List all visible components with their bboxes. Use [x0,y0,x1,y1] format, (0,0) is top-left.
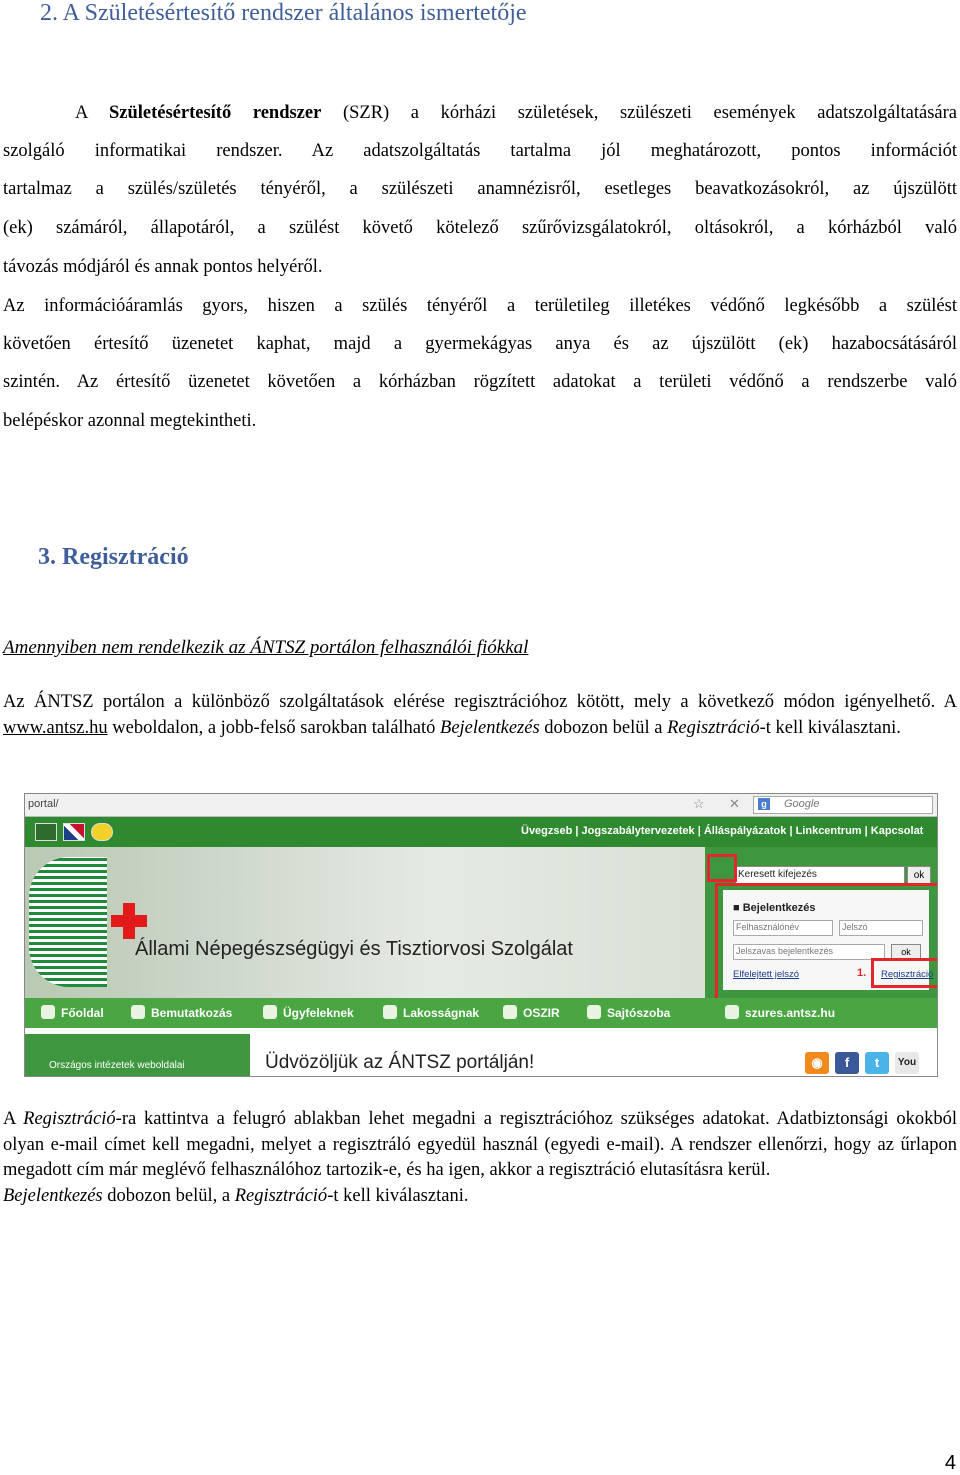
nav-bemutatkozas[interactable]: Bemutatkozás [151,1006,233,1020]
p1-line2: szolgáló informatikai rendszer. Az adatszolgáltatás tartalma jól meghatározott, pontos információt [3,141,957,161]
nav-ugyfeleknek[interactable]: Ügyfeleknek [283,1006,354,1020]
left-column [25,1034,250,1076]
welcome-title: Üdvözöljük az ÁNTSZ portálján! [265,1052,535,1073]
p3: Az ÁNTSZ portálon a különböző szolgáltatások elérése regisztrációhoz kötött, mely a következő módon igényelhető. A www.antsz.hu weboldalon, a jobb-felső sarokban található Bejelentkezés dobozon belül a Regisztráció-t kell kiválasztani. [3,692,957,738]
section-heading-3: 3. Regisztráció [38,544,189,570]
nav-oszir[interactable]: OSZIR [523,1006,560,1020]
subheading: Amennyiben nem rendelkezik az ÁNTSZ portálon felhasználói fiókkal [3,637,529,658]
star-icon[interactable]: ☆ [693,796,705,811]
top-links[interactable]: Üvegzseb | Jogszabálytervezetek | Álláspályázatok | Linkcentrum | Kapcsolat [521,825,924,837]
org-name: Állami Népegészségügyi és Tisztiorvosi Szolgálat [135,938,573,960]
username-field[interactable]: Felhasználónév [733,920,833,936]
logo-stripes [29,857,107,987]
uk-flag-icon[interactable] [63,823,85,841]
twitter-icon[interactable]: t [865,1052,889,1074]
nav-fooldal[interactable]: Főoldal [61,1006,104,1020]
clients-nav-icon [263,1005,277,1019]
google-icon: g [758,798,770,810]
password-field[interactable]: Jelszó [839,920,923,936]
google-search-box[interactable]: g Google [753,796,933,814]
people-nav-icon [383,1005,397,1019]
youtube-icon[interactable]: You [895,1052,919,1074]
section-heading-2: 2. A Születésértesítő rendszer általános ismertetője [40,0,527,26]
header-banner [25,847,705,998]
search-ok-button[interactable]: ok [907,866,931,885]
radiation-icon[interactable] [91,823,113,841]
home-nav-icon [41,1005,55,1019]
p1-line1: A Születésértesítő rendszer (SZR) a kórházi születések, szülészeti események adatszolgáltatására [75,103,957,123]
chart-nav-icon [503,1005,517,1019]
nav-sajtoszoba[interactable]: Sajtószoba [607,1006,671,1020]
forgot-password-link[interactable]: Elfelejtett jelszó [733,969,800,980]
page-number: 4 [944,1452,956,1474]
address-url[interactable]: portal/ [28,798,59,810]
portal-screenshot [24,793,938,1077]
left-link[interactable]: Országos intézetek weboldalai [49,1060,185,1071]
login-ok-button[interactable]: ok [891,944,921,960]
info-nav-icon [131,1005,145,1019]
register-link[interactable]: Regisztráció [881,969,934,980]
p2-line1: Az információáramlás gyors, hiszen a szülés tényéről a területileg illetékes védőnő legkésőbb a szülést [3,296,957,316]
p1-line5: távozás módjáról és annak pontos helyéről. [3,257,323,277]
right-panel [705,847,937,998]
p1-line4: (ek) számáról, állapotáról, a szülést követő kötelező szűrővizsgálatokról, oltásokról, a kórházból való [3,218,957,238]
p1-line3: tartalmaz a szülés/születés tényéről, a szülészeti anamnézisről, esetleges beavatkozásokról, az újszülött [3,179,957,199]
p2-line4: belépéskor azonnal megtekintheti. [3,411,257,431]
facebook-icon[interactable]: f [835,1052,859,1074]
nav-szures[interactable]: szures.antsz.hu [745,1006,836,1020]
welcome-row [25,1034,937,1076]
antsz-link[interactable]: www.antsz.hu [3,717,108,738]
login-title: ■ Bejelentkezés [733,902,816,914]
press-nav-icon [587,1005,601,1019]
close-icon[interactable]: ✕ [729,796,740,811]
red-cross-icon [111,903,147,939]
p4: A Regisztráció-ra kattintva a felugró ablakban lehet megadni a regisztrációhoz szükséges adatokat. Adatbiztonsági okokból olyan e-mail címet kell megadni, melyet a regisztráló egyedül használ (egyedi e-mail). A rendszer ellenőrzi, hogy az űrlapon megadott cím már meglévő felhasználóhoz tartozik-e, és ha igen, akkor a regisztráció elutasításra kerül. Bejelentkezés dobozon belül, a Regisztráció-t kell kiválasztani. [3,1109,957,1206]
nav-lakossagnak[interactable]: Lakosságnak [403,1006,480,1020]
p2-line3: szintén. Az értesítő üzenetet követően a kórházban rögzített adatokat a területi védőnő a rendszerbe való [3,372,957,392]
top-bar [25,817,937,847]
home-icon[interactable] [35,823,57,841]
main-nav [25,998,937,1028]
rss-icon[interactable]: ◉ [805,1052,829,1074]
highlight-marker-small [707,854,737,882]
screening-nav-icon [725,1005,739,1019]
search-input[interactable]: Keresett kifejezés [735,866,905,885]
p2-line2: követően értesítő üzenetet kaphat, majd a gyermekágyas anya és az újszülött (ek) hazabocsátásáról [3,334,957,354]
address-bar [25,794,937,817]
login-type-select[interactable]: Jelszavas bejelentkezés [733,944,885,960]
step-marker: 1. [857,967,867,979]
